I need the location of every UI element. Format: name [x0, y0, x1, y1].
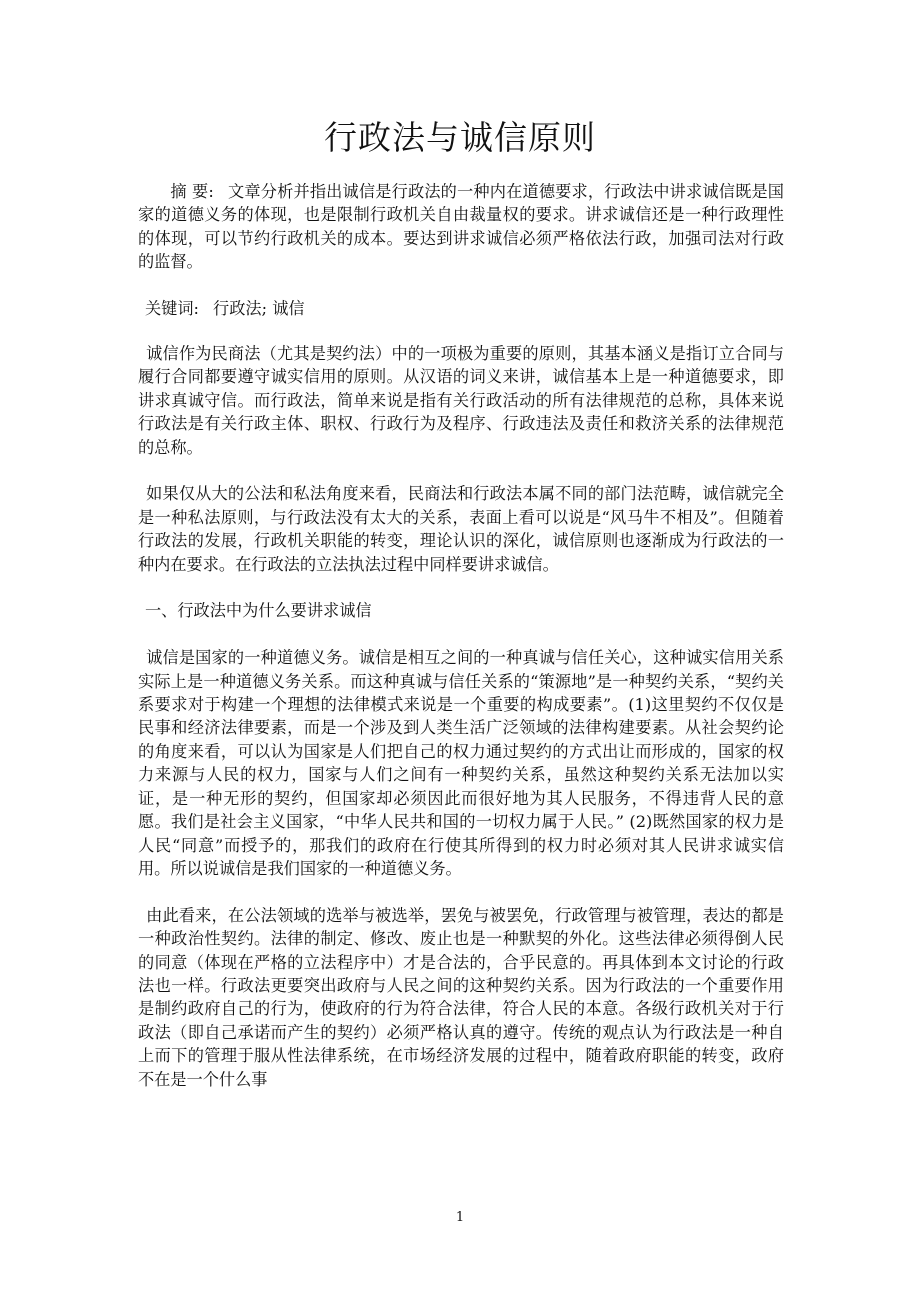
abstract-text: 文章分析并指出诚信是行政法的一种内在道德要求，行政法中讲求诚信既是国家的道德义务的体现，也是限制行政机关自由裁量权的要求。讲求诚信还是一种行政理性的体现，可以节约行政机关的成本。要达到讲求诚信必须严格依法行政，加强司法对行政的监督。 [138, 182, 784, 272]
body-paragraph: 诚信是国家的一种道德义务。诚信是相互之间的一种真诚与信任关心，这种诚实信用关系实际上是一种道德义务关系。而这种真诚与信任关系的“策源地”是一种契约关系，“契约关系要求对于构建一个理想的法律模式来说是一个重要的构成要素”。(1)这里契约不仅仅是民事和经济法律要素，而是一个涉及到人类生活广泛领域的法律构建要素。从社会契约论的角度来看，可以认为国家是人们把自己的权力通过契约的方式出让而形成的，国家的权力来源与人民的权力，国家与人们之间有一种契约关系，虽然这种契约关系无法加以实证，是一种无形的契约，但国家却必须因此而很好地为其人民服务，不得违背人民的意愿。我们是社会主义国家，“中华人民共和国的一切权力属于人民。” (2)既然国家的权力是人民“同意”而授予的，那我们的政府在行使其所得到的权力时必须对其人民讲求诚实信用。所以说诚信是我们国家的一种道德义务。 [138, 648, 784, 878]
section-heading: 一、行政法中为什么要讲求诚信 [145, 601, 372, 621]
keywords-label: 关键词: [145, 298, 200, 318]
body-paragraph: 由此看来，在公法领域的选举与被选举，罢免与被罢免，行政管理与被管理，表达的都是一种政治性契约。法律的制定、修改、废止也是一种默契的外化。这些法律必须得倒人民的同意（体现在严格的立法程序中）才是合法的，合乎民意的。再具体到本文讨论的行政法也一样。行政法更要突出政府与人民之间的这种契约关系。因为行政法的一个重要作用是制约政府自己的行为，使政府的行为符合法律，符合人民的本意。各级行政机关对于行政法（即自己承诺而产生的契约）必须严格认真的遵守。传统的观点认为行政法是一种自上而下的管理于服从性法律系统，在市场经济发展的过程中，随着政府职能的转变，政府不在是一个什么事 [138, 905, 784, 1089]
page-number: 1 [455, 1210, 465, 1225]
abstract-label: 摘 要: [170, 182, 214, 201]
keywords-line [138, 297, 784, 320]
body-paragraph: 诚信作为民商法（尤其是契约法）中的一项极为重要的原则，其基本涵义是指订立合同与履行合同都要遵守诚实信用的原则。从汉语的词义来讲，诚信基本上是一种道德要求，即讲求真诚守信。而行政法，简单来说是指有关行政活动的所有法律规范的总称，具体来说行政法是有关行政主体、职权、行政行为及程序、行政违法及责任和救济关系的法律规范的总称。 [138, 344, 784, 457]
document-title: 行政法与诚信原则 [324, 118, 596, 157]
keywords-text: 行政法; 诚信 [213, 298, 305, 318]
body-paragraph: 如果仅从大的公法和私法角度来看，民商法和行政法本属不同的部门法范畴，诚信就完全是一种私法原则，与行政法没有太大的关系，表面上看可以说是“风马牛不相及”。但随着行政法的发展，行政机关职能的转变，理论认识的深化，诚信原则也逐渐成为行政法的一种内在要求。在行政法的立法执法过程中同样要讲求诚信。 [138, 484, 784, 574]
abstract-paragraph [138, 180, 784, 274]
document-body [138, 180, 784, 1091]
